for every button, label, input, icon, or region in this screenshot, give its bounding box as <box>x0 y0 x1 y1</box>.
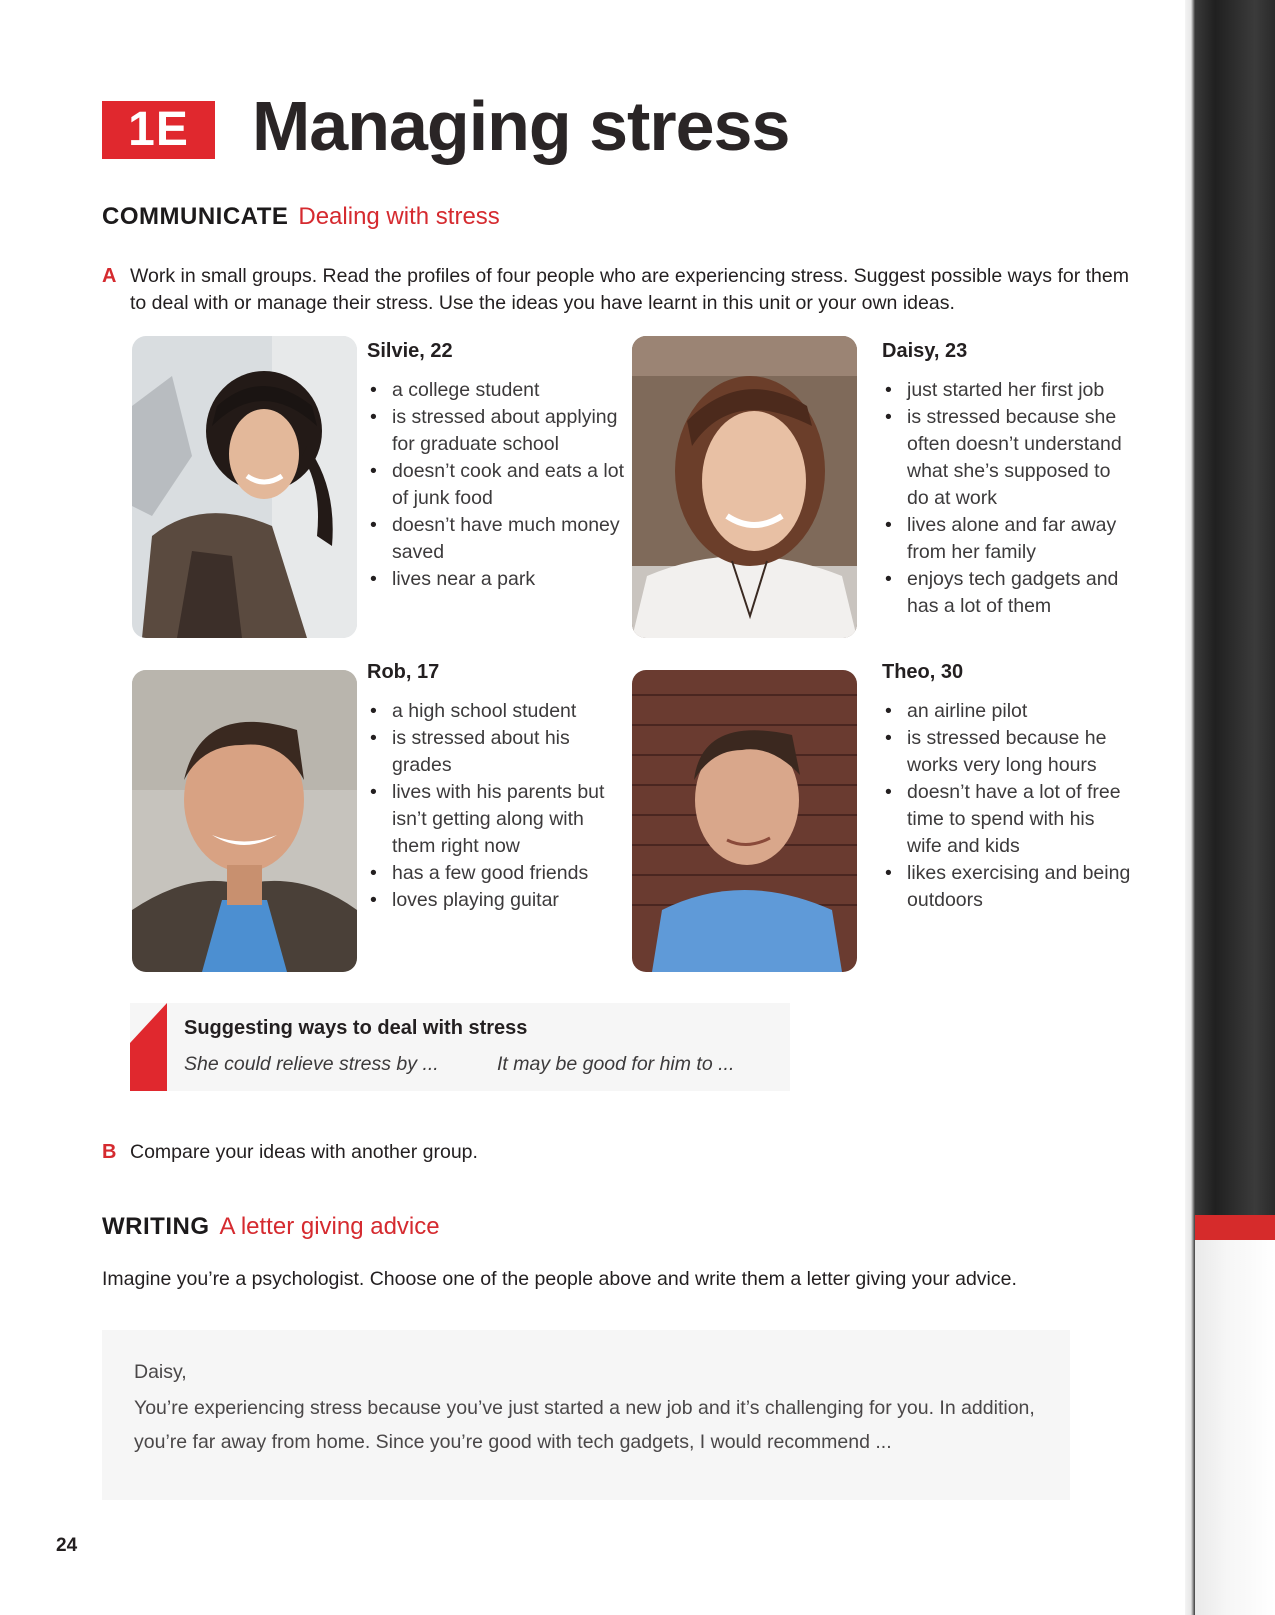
profile-bullet: • doesn’t cook and eats a lot of junk food <box>367 458 627 512</box>
task-b-text: Compare your ideas with another group. <box>130 1141 478 1163</box>
profile-rob <box>367 661 627 914</box>
unit-badge: 1E <box>102 101 215 159</box>
page-title: Managing stress <box>252 87 790 165</box>
profile-name: Rob, 17 <box>367 661 440 683</box>
communicate-heading <box>102 203 500 231</box>
letter-greeting: Daisy, <box>134 1361 187 1383</box>
phrases-title: Suggesting ways to deal with stress <box>184 1017 528 1039</box>
writing-topic: A letter giving advice <box>219 1213 440 1240</box>
phrase-item: She could relieve stress by ... <box>184 1053 439 1075</box>
profile-bullet: • has a few good friends <box>367 860 627 887</box>
writing-label: WRITING <box>102 1213 210 1240</box>
profile-bullet: • a college student <box>367 377 627 404</box>
writing-prompt: Imagine you’re a psychologist. Choose one of the people above and write them a letter giving your advice. <box>102 1268 1017 1290</box>
profile-bullet: • lives with his parents but isn’t getting along with them right now <box>367 779 627 860</box>
edge-lower <box>1195 1240 1275 1615</box>
profile-bullet: • loves playing guitar <box>367 887 627 914</box>
task-b-letter: B <box>102 1141 117 1163</box>
rob-photo <box>132 670 357 972</box>
profile-bullet: • just started her first job <box>882 377 1132 404</box>
profile-bullet: • doesn’t have much money saved <box>367 512 627 566</box>
useful-phrases-box <box>130 1003 790 1091</box>
profile-bullets <box>367 698 627 914</box>
profile-name: Silvie, 22 <box>367 340 453 362</box>
profile-bullets <box>882 377 1132 620</box>
task-a-letter: A <box>102 265 117 287</box>
profile-bullets <box>882 698 1132 914</box>
sample-letter-box <box>102 1330 1070 1500</box>
profile-bullet: • lives alone and far away from her family <box>882 512 1132 566</box>
phrase-flag-icon <box>130 1003 167 1091</box>
profile-daisy <box>882 340 1132 620</box>
letter-body: You’re experiencing stress because you’ve just started a new job and it’s challenging for you. In addition, you’re far away from home. Since you’re good with tech gadgets, I would recommend ... <box>134 1397 1035 1453</box>
page-number: 24 <box>56 1535 78 1556</box>
theo-photo <box>632 670 857 972</box>
profile-name: Daisy, 23 <box>882 340 968 362</box>
profile-name: Theo, 30 <box>882 661 964 683</box>
profile-bullet: • an airline pilot <box>882 698 1132 725</box>
profile-bullet: • likes exercising and being outdoors <box>882 860 1132 914</box>
profile-bullet: • is stressed because he works very long hours <box>882 725 1132 779</box>
edge-red-tab <box>1195 1215 1275 1241</box>
profile-bullet: • enjoys tech gadgets and has a lot of them <box>882 566 1132 620</box>
profile-bullet: • a high school student <box>367 698 627 725</box>
communicate-topic: Dealing with stress <box>298 203 500 230</box>
communicate-label: COMMUNICATE <box>102 203 289 230</box>
profile-bullets <box>367 377 627 593</box>
profile-theo <box>882 661 1132 914</box>
task-a-text: Work in small groups. Read the profiles of four people who are experiencing stress. Suggest possible ways for them to deal with or manage their stress. Use the ideas you have learnt in this unit or your own ideas. <box>130 265 1129 314</box>
phrase-item: It may be good for him to ... <box>497 1053 735 1075</box>
profile-silvie <box>367 340 627 593</box>
daisy-photo <box>632 336 857 638</box>
profile-bullet: • is stressed about applying for graduate school <box>367 404 627 458</box>
profile-bullet: • is stressed because she often doesn’t understand what she’s supposed to do at work <box>882 404 1132 512</box>
profile-bullet: • lives near a park <box>367 566 627 593</box>
silvie-photo <box>132 336 357 638</box>
profile-bullet: • doesn’t have a lot of free time to spend with his wife and kids <box>882 779 1132 860</box>
writing-heading <box>102 1213 440 1241</box>
profile-bullet: • is stressed about his grades <box>367 725 627 779</box>
page-edge <box>1185 0 1275 1615</box>
